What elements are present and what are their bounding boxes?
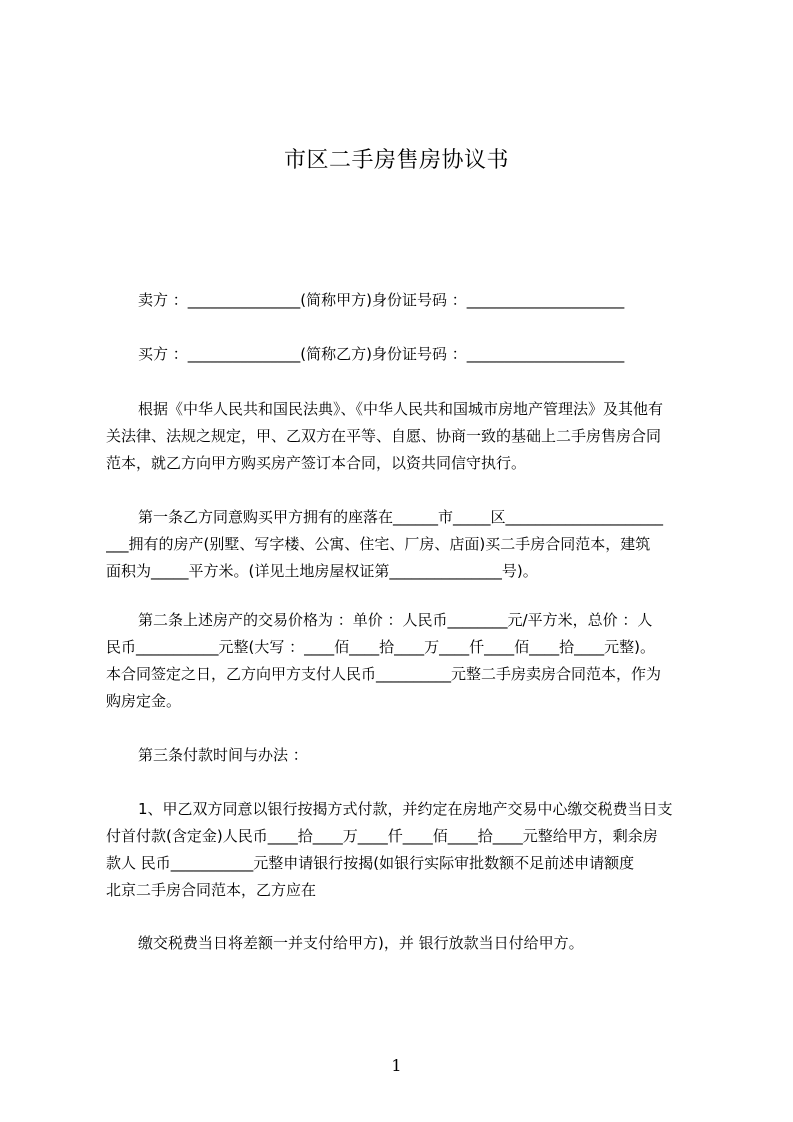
payment-clause-line-2: 付首付款(含定金)人民币____拾____万____仟____佰____拾____元整给甲方，剩余房 [106,827,658,845]
seller-line: 卖方 ：_______________(简称甲方)身份证号码 ：_____________________ [138,291,625,309]
page-number: 1 [391,1056,402,1075]
payment-clause-line-5: 缴交税费当日将差额一并支付给甲方)，并 银行放款当日付给甲方。 [138,934,584,952]
article-1-line-2: ___拥有的房产(别墅、写字楼、公寓、住宅、厂房、店面)买二手房合同范本，建筑 [106,535,651,553]
preamble-line-3: 范本，就乙方向甲方购买房产签订本合同，以资共同信守执行。 [106,454,527,472]
payment-clause-line-1: 1、甲乙双方同意以银行按揭方式付款，并约定在房地产交易中心缴交税费当日支 [138,800,673,818]
article-3-heading: 第三条付款时间与办法 ： [138,746,308,764]
payment-clause-line-3: 款人 民币___________元整申请银行按揭(如银行实际审批数额不足前述申请额度 [106,854,635,872]
payment-clause-line-4: 北京二手房合同范本，乙方应在 [106,881,317,899]
article-2-line-2: 民币___________元整(大写 ：____佰____拾____万____仟____佰____拾____元整)。 [106,638,655,656]
preamble-line-1: 根据《中华人民共和国民法典》、《中华人民共和国城市房地产管理法》及其他有 [138,400,664,418]
article-2-line-4: 购房定金。 [106,692,182,710]
article-2-line-1: 第二条上述房产的交易价格为 ：单价 ：人民币________元/平方米，总价 ：人 [138,611,653,629]
preamble-line-2: 关法律、法规之规定，甲、乙双方在平等、自愿、协商一致的基础上二手房售房合同 [106,427,662,445]
article-2-line-3: 本合同签定之日，乙方向甲方支付人民币__________元整二手房卖房合同范本，作为 [106,665,662,683]
buyer-line: 买方 ：_______________(简称乙方)身份证号码 ：_____________________ [138,345,625,363]
article-1-line-3: 面积为_____平方米。(详见土地房屋权证第_______________号)。 [106,562,538,580]
document-title: 市区二手房售房协议书 [283,148,509,173]
article-1-line-1: 第一条乙方同意购买甲方拥有的座落在______市_____区_____________________ [138,508,664,526]
